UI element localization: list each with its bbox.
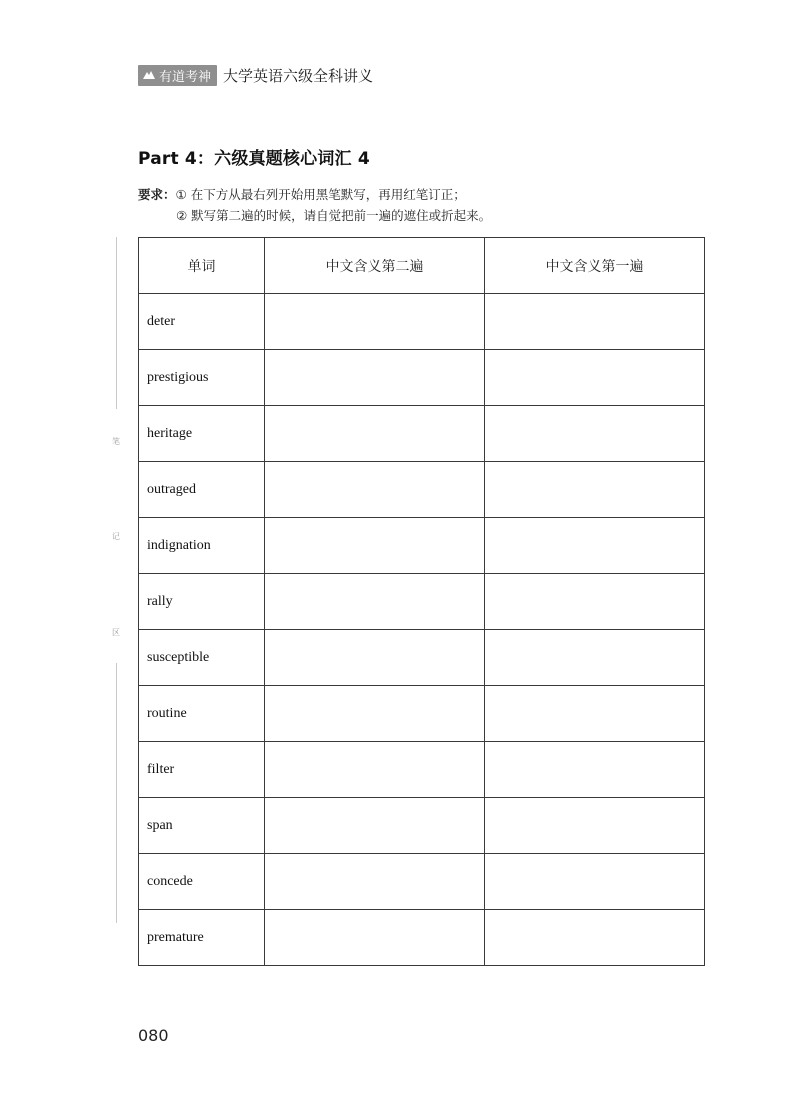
word-cell: prestigious [139, 350, 265, 406]
notes-margin-char: 区 [112, 628, 120, 637]
word-cell: routine [139, 686, 265, 742]
meaning-first-cell[interactable] [485, 574, 705, 630]
notes-margin-line-top [116, 237, 117, 409]
table-header-row [139, 238, 705, 294]
meaning-first-cell[interactable] [485, 854, 705, 910]
meaning-first-cell[interactable] [485, 406, 705, 462]
word-cell: heritage [139, 406, 265, 462]
meaning-second-cell[interactable] [265, 406, 485, 462]
meaning-first-cell[interactable] [485, 742, 705, 798]
word-cell: premature [139, 910, 265, 966]
table-row [139, 294, 705, 350]
brand-logo-icon [142, 69, 156, 81]
table-row [139, 686, 705, 742]
meaning-second-cell[interactable] [265, 574, 485, 630]
meaning-second-cell[interactable] [265, 854, 485, 910]
notes-margin-char: 笔 [112, 437, 120, 446]
word-cell: deter [139, 294, 265, 350]
meaning-first-cell[interactable] [485, 798, 705, 854]
meaning-second-cell[interactable] [265, 350, 485, 406]
column-header-meaning-second: 中文含义第二遍 [265, 238, 485, 294]
table-row [139, 462, 705, 518]
brand-badge [138, 65, 217, 86]
requirement-line-1 [138, 184, 491, 205]
meaning-second-cell[interactable] [265, 518, 485, 574]
requirement-text-2: ② 默写第二遍的时候，请自觉把前一遍的遮住或折起来。 [176, 208, 492, 223]
table-row [139, 518, 705, 574]
table-row [139, 350, 705, 406]
word-cell: span [139, 798, 265, 854]
requirement-label: 要求： [138, 187, 176, 202]
requirement-text-1: ① 在下方从最右列开始用黑笔默写，再用红笔订正； [175, 187, 466, 202]
meaning-first-cell[interactable] [485, 518, 705, 574]
requirement-block [138, 184, 491, 226]
table-row [139, 742, 705, 798]
word-cell: concede [139, 854, 265, 910]
table-row [139, 574, 705, 630]
meaning-second-cell[interactable] [265, 462, 485, 518]
meaning-first-cell[interactable] [485, 462, 705, 518]
word-cell: indignation [139, 518, 265, 574]
part-title: Part 4：六级真题核心词汇 4 [138, 149, 370, 169]
word-cell: outraged [139, 462, 265, 518]
meaning-first-cell[interactable] [485, 350, 705, 406]
brand-name: 有道考神 [159, 69, 212, 85]
column-header-meaning-first: 中文含义第一遍 [485, 238, 705, 294]
word-cell: rally [139, 574, 265, 630]
column-header-word: 单词 [139, 238, 265, 294]
page-header [138, 64, 373, 86]
meaning-second-cell[interactable] [265, 630, 485, 686]
table-row [139, 630, 705, 686]
table-row [139, 406, 705, 462]
book-title: 大学英语六级全科讲义 [223, 66, 374, 85]
table-row [139, 854, 705, 910]
page-number: 080 [138, 1026, 169, 1045]
meaning-first-cell[interactable] [485, 686, 705, 742]
notes-margin-line-bottom [116, 663, 117, 923]
vocabulary-table [138, 237, 705, 966]
meaning-second-cell[interactable] [265, 742, 485, 798]
meaning-second-cell[interactable] [265, 294, 485, 350]
word-cell: filter [139, 742, 265, 798]
meaning-first-cell[interactable] [485, 630, 705, 686]
table-row [139, 798, 705, 854]
meaning-second-cell[interactable] [265, 910, 485, 966]
word-cell: susceptible [139, 630, 265, 686]
meaning-first-cell[interactable] [485, 294, 705, 350]
meaning-second-cell[interactable] [265, 686, 485, 742]
meaning-second-cell[interactable] [265, 798, 485, 854]
notes-margin-char: 记 [112, 532, 120, 541]
meaning-first-cell[interactable] [485, 910, 705, 966]
table-row [139, 910, 705, 966]
